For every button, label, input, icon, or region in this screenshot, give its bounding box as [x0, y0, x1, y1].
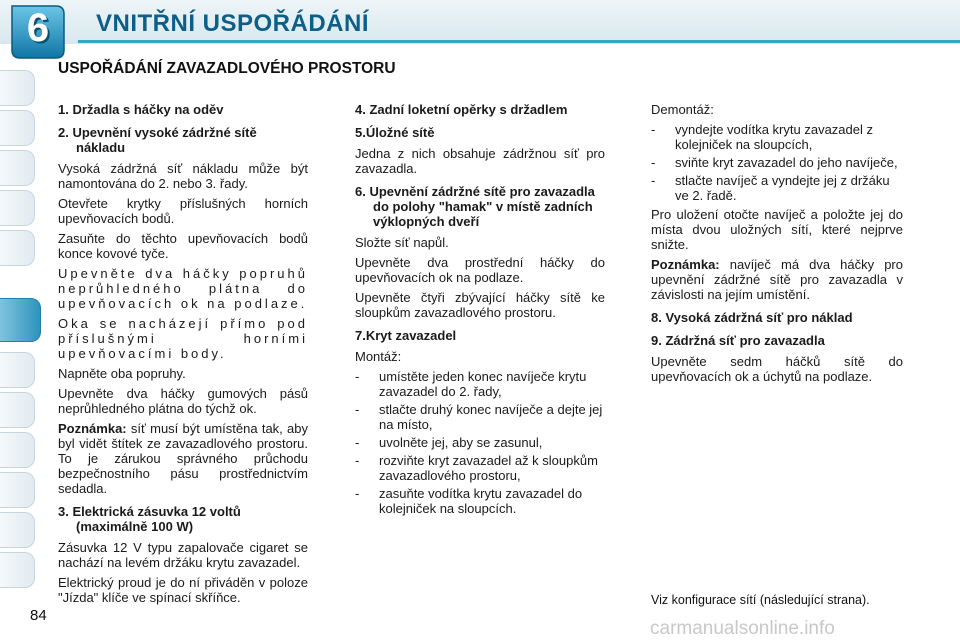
- mount-steps-list: [355, 369, 605, 516]
- chapter-title: VNITŘNÍ USPOŘÁDÁNÍ: [96, 10, 370, 37]
- paragraph: Zasuňte do těchto upevňovacích bodů konce kovové tyče.: [58, 231, 308, 261]
- heading-1: 1. Držadla s háčky na oděv: [58, 102, 224, 117]
- paragraph: Upevněte sedm háčků sítě do upevňovacích ok a úchytů na podlaze.: [651, 354, 903, 384]
- side-tab-12[interactable]: [0, 552, 35, 588]
- paragraph: Složte síť napůl.: [355, 235, 449, 250]
- demount-label: Demontáž:: [651, 102, 714, 117]
- heading-2: 2. Upevnění vysoké zádržné sítě nákladu: [58, 125, 257, 155]
- paragraph: Zásuvka 12 V typu zapalovače cigaret se nachází na levém držáku krytu zavazadel.: [58, 540, 308, 570]
- paragraph: Vysoká zádržná síť nákladu může být namontována do 2. nebo 3. řady.: [58, 161, 308, 191]
- list-item: - sviňte kryt zavazadel do jeho navíječe,: [651, 155, 898, 170]
- note-label: Poznámka:: [58, 421, 127, 436]
- paragraph: Napněte oba popruhy.: [58, 366, 186, 381]
- side-tab-7[interactable]: [0, 352, 35, 388]
- paragraph: Elektrický proud je do ní přiváděn v poloze "Jízda" klíče ve spínací skříňce.: [58, 575, 308, 605]
- note-label: Poznámka:: [651, 257, 720, 272]
- side-tab-1[interactable]: [0, 70, 35, 106]
- side-tab-2[interactable]: [0, 110, 35, 146]
- page-number: 84: [30, 607, 47, 624]
- header-accent-line: [78, 40, 960, 43]
- list-item: - vyndejte vodítka krytu zavazadel z kolejniček na sloupcích,: [651, 122, 873, 152]
- list-item: - stlačte druhý konec navíječe a dejte jej na místo,: [355, 402, 603, 432]
- chapter-number: 6: [26, 6, 50, 50]
- heading-8: 8. Vysoká zádržná síť pro náklad: [651, 310, 853, 325]
- paragraph: Otevřete krytky příslušných horních upevňovacích bodů.: [58, 196, 308, 226]
- side-tab-4[interactable]: [0, 190, 35, 226]
- heading-7: 7.Kryt zavazadel: [355, 328, 457, 343]
- list-item: - stlačte navíječ a vyndejte jej z držáku ve 2. řadě.: [651, 173, 890, 203]
- paragraph: Upevněte dva prostřední háčky do upevňovacích ok na podlaze.: [355, 255, 605, 285]
- side-tab-5[interactable]: [0, 230, 35, 266]
- footnote: Viz konfigurace sítí (následující strana).: [651, 593, 870, 607]
- heading-9: 9. Zádržná síť pro zavazadla: [651, 333, 825, 348]
- paragraph: Oka se nacházejí přímo pod příslušnými horními upevňovacími body.: [58, 316, 308, 361]
- note: [651, 257, 903, 302]
- side-tab-9[interactable]: [0, 432, 35, 468]
- paragraph: Pro uložení otočte navíječ a položte jej do místa dvou uložných sítí, které nejprve snižte.: [651, 207, 903, 252]
- note: [58, 421, 308, 496]
- watermark: carmanualsonline.info: [650, 618, 835, 639]
- heading-4: 4. Zadní loketní opěrky s držadlem: [355, 102, 568, 117]
- column-3: [651, 102, 903, 389]
- paragraph: Upevněte čtyři zbývající háčky sítě ke sloupkům zavazadlového prostoru.: [355, 290, 605, 320]
- column-2: [355, 102, 605, 520]
- chapter-badge: [6, 2, 70, 62]
- list-item: - umístěte jeden konec navíječe krytu zavazadel do 2. řady,: [355, 369, 587, 399]
- column-1: [58, 102, 308, 610]
- side-tab-11[interactable]: [0, 512, 35, 548]
- heading-3: 3. Elektrická zásuvka 12 voltů (maximálně 100 W): [58, 504, 241, 534]
- mount-label: Montáž:: [355, 349, 402, 364]
- list-item: - zasuňte vodítka krytu zavazadel do kolejniček na sloupcích.: [355, 486, 583, 516]
- heading-6: 6. Upevnění zádržné sítě pro zavazadla do polohy "hamak" v místě zadních výklopných dveří: [355, 184, 595, 229]
- paragraph: Upevněte dva háčky gumových pásů neprůhledného plátna do týchž ok.: [58, 386, 308, 416]
- note-text: síť musí být umístěna tak, aby byl vidět štítek ze zavazadlového prostoru. To je zárukou správného průchodu bezpečnostního pásu prostřednictvím sedadla.: [58, 421, 308, 496]
- side-tab-3[interactable]: [0, 150, 35, 186]
- paragraph: Jedna z nich obsahuje zádržnou síť pro zavazadla.: [355, 146, 605, 176]
- paragraph: Upevněte dva háčky popruhů neprůhledného plátna do upevňovacích ok na podlaze.: [58, 266, 308, 311]
- heading-5: 5.Úložné sítě: [355, 125, 435, 140]
- section-title: USPOŘÁDÁNÍ ZAVAZADLOVÉHO PROSTORU: [58, 60, 396, 77]
- note-text: navíječ má dva háčky pro upevnění zádržné sítě pro zavazadla v závislosti na jejím umístění.: [651, 257, 903, 302]
- list-item: - rozviňte kryt zavazadel až k sloupkům zavazadlového prostoru,: [355, 453, 598, 483]
- side-tab-6-active[interactable]: [0, 298, 41, 342]
- list-item: - uvolněte jej, aby se zasunul,: [355, 435, 543, 450]
- demount-steps-list: [651, 122, 903, 203]
- side-tab-10[interactable]: [0, 472, 35, 508]
- side-tab-8[interactable]: [0, 392, 35, 428]
